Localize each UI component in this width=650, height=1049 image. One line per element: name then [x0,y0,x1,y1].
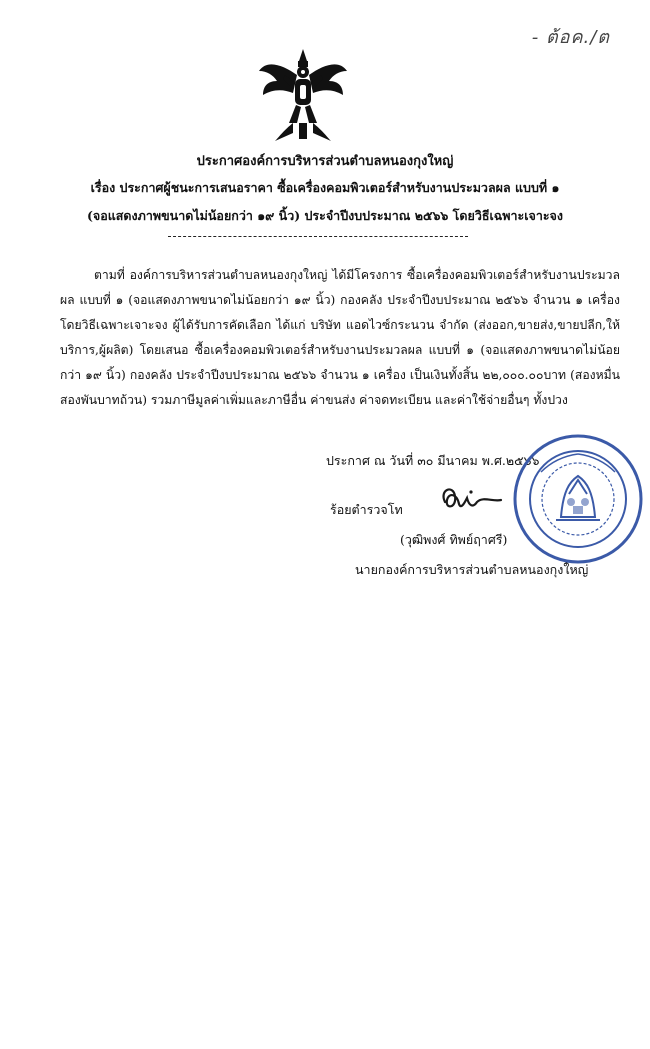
signature-scribble-icon [435,480,505,520]
dashed-divider [168,236,468,237]
announcement-date: ประกาศ ณ วันที่ ๓๐ มีนาคม พ.ศ.๒๕๖๖ [326,453,540,468]
handwritten-note: - ต้อค./ต [531,27,610,48]
official-seal-stamp-icon [511,432,646,567]
announcement-body [60,263,620,413]
announcement-subject-cont: (จอแสดงภาพขนาดไม่น้อยกว่า ๑๙ นิ้ว) ประจำปีงบประมาณ ๒๕๖๖ โดยวิธีเฉพาะเจาะจง [86,208,563,223]
announcement-heading: ประกาศองค์การบริหารส่วนตำบลหนองกุงใหญ่ [196,154,454,169]
body-paragraph: ตามที่ องค์การบริหารส่วนตำบลหนองกุงใหญ่ ได้มีโครงการ ซื้อเครื่องคอมพิวเตอร์สำหรับงานประมวลผล แบบที่ ๑ (จอแสดงภาพขนาดไม่น้อยกว่า ๑๙ นิ้ว) กองคลัง ประจำปีงบประมาณ ๒๕๖๖ จำนวน ๑ เครื่อง โดยวิธีเฉพาะเจาะจง ผู้ได้รับการคัดเลือก ได้แก่ บริษัท แอดไวซ์กระนวน จำกัด (ส่งออก,ขายส่ง,ขายปลีก,ให้บริการ,ผู้ผลิต) โดยเสนอ ซื้อเครื่องคอมพิวเตอร์สำหรับงานประมวลผล แบบที่ ๑ (จอแสดงภาพขนาดไม่น้อยกว่า ๑๙ นิ้ว) กองคลัง ประจำปีงบประมาณ ๒๕๖๖ จำนวน ๑ เครื่อง เป็นเงินทั้งสิ้น ๒๒,๐๐๐.๐๐บาท (สองหมื่นสองพันบาทถ้วน) รวมภาษีมูลค่าเพิ่มและภาษีอื่น ค่าขนส่ง ค่าจดทะเบียน และค่าใช้จ่ายอื่นๆ ทั้งปวง [60,268,620,407]
announcement-subject: เรื่อง ประกาศผู้ชนะการเสนอราคา ซื้อเครื่องคอมพิวเตอร์สำหรับงานประมวลผล แบบที่ ๑ [90,180,560,195]
signatory-name: (วุฒิพงศ์ ทิพย์ฤาศรี) [400,532,508,547]
garuda-emblem-icon [253,45,353,145]
signatory-title: นายกองค์การบริหารส่วนตำบลหนองกุงใหญ่ [355,562,589,577]
signatory-rank: ร้อยตำรวจโท [330,502,403,517]
